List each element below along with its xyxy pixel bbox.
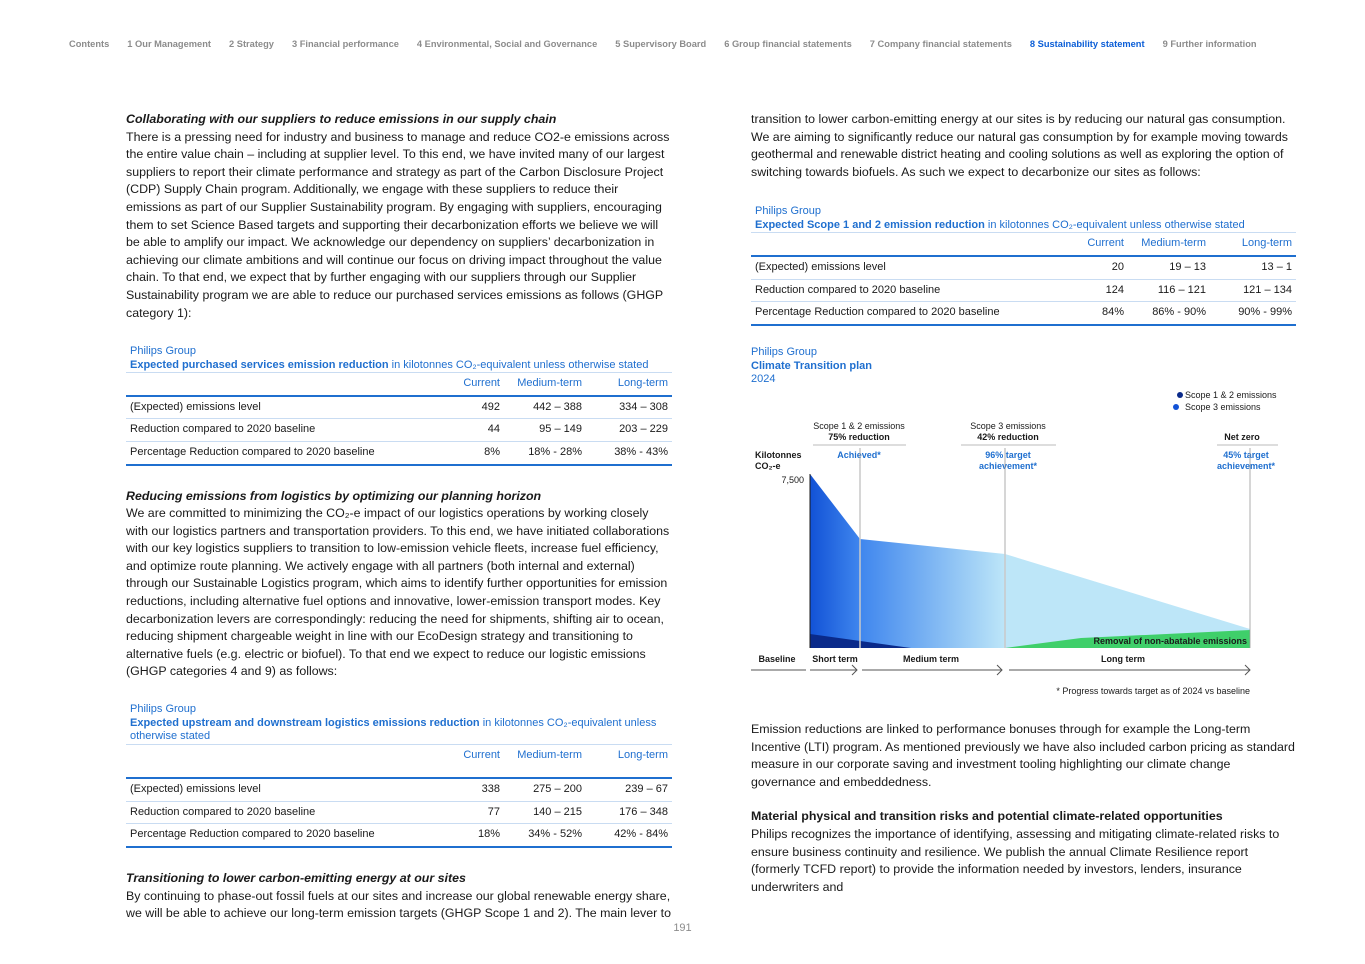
row-label: Reduction compared to 2020 baseline — [126, 419, 444, 442]
logistics-table-block — [126, 703, 672, 848]
nav-item[interactable]: 6 Group financial statements — [724, 39, 852, 49]
climate-transition-chart — [751, 346, 1296, 706]
nav-item[interactable]: 2 Strategy — [229, 39, 274, 49]
milestone-heading: Scope 3 emissions — [970, 421, 1046, 431]
column-header: Medium-term — [1128, 233, 1210, 256]
logistics-section-heading: Reducing emissions from logistics by optimizing our planning horizon — [126, 488, 542, 503]
removal-label: Removal of non-abatable emissions — [1093, 636, 1247, 646]
row-label: Reduction compared to 2020 baseline — [751, 279, 1068, 302]
column-header — [126, 373, 444, 396]
logistics-table — [126, 744, 672, 848]
y-axis-tick: 7,500 — [781, 475, 804, 485]
table-cell: 8% — [444, 441, 504, 464]
chart-footnote: * Progress towards target as of 2024 vs baseline — [1056, 686, 1250, 696]
table-cell: 203 – 229 — [586, 419, 672, 442]
row-label: (Expected) emissions level — [126, 396, 444, 419]
milestone-status: 45% target — [1223, 450, 1269, 460]
nav-item[interactable]: 9 Further information — [1162, 39, 1257, 49]
y-axis-label: Kilotonnes — [755, 450, 802, 460]
nav-item[interactable]: Contents — [69, 39, 110, 49]
nav-item[interactable]: 1 Our Management — [127, 39, 211, 49]
row-label: (Expected) emissions level — [126, 778, 444, 801]
row-label: Percentage Reduction compared to 2020 baseline — [751, 302, 1068, 325]
table-cell: 95 – 149 — [504, 419, 586, 442]
milestone-status-cont: achievement* — [1216, 461, 1276, 471]
column-header: Current — [1068, 233, 1128, 256]
table-cell: 20 — [1068, 256, 1128, 279]
table-cell: 492 — [444, 396, 504, 419]
table-cell: 90% - 99% — [1210, 302, 1296, 325]
table-row — [751, 279, 1296, 302]
chart-year: 2024 — [751, 373, 776, 385]
phase-label: Medium term — [902, 654, 960, 664]
risks-section-heading: Material physical and transition risks and potential climate-related opportunities — [751, 809, 1223, 824]
scope12-table-block — [751, 205, 1296, 325]
row-label: Reduction compared to 2020 baseline — [126, 801, 444, 824]
column-header: Medium-term — [504, 744, 586, 766]
column-header — [126, 744, 444, 766]
supplier-section-heading: Collaborating with our suppliers to reduce emissions in our supply chain — [126, 112, 557, 126]
row-label: (Expected) emissions level — [751, 256, 1068, 279]
energy-section-body: By continuing to phase-out fossil fuels at our sites and increase our global renewable energy share, we will be able to achieve our long-term emission targets (GHGP Scope 1 and 2). The main lever to — [126, 888, 671, 921]
left-column — [126, 111, 672, 923]
chart-org-label: Philips Group — [751, 346, 818, 358]
nav-item[interactable]: 8 Sustainability statement — [1029, 39, 1145, 49]
table-cell: 34% - 52% — [504, 824, 586, 847]
phase-label: Baseline — [758, 654, 796, 664]
table-cell: 121 – 134 — [1210, 279, 1296, 302]
phase-label: Short term — [812, 654, 858, 664]
table-cell: 124 — [1068, 279, 1128, 302]
chart-title: Climate Transition plan — [751, 359, 873, 372]
nav-item[interactable]: 7 Company financial statements — [869, 39, 1012, 49]
column-header: Long-term — [586, 744, 672, 766]
table-row — [751, 256, 1296, 279]
milestone-status: Achieved* — [837, 450, 881, 460]
phase-label: Long term — [1101, 654, 1145, 664]
table-cell: 18% — [444, 824, 504, 847]
table-cell: 239 – 67 — [586, 778, 672, 801]
scope12-table — [751, 232, 1296, 325]
area-medium-term — [860, 539, 1005, 648]
nav-item[interactable]: 5 Supervisory Board — [615, 39, 707, 49]
bonus-link-body: Emission reductions are linked to performance bonuses through for example the Long-term Incentive (LTI) program. As mentioned previously we have also included carbon pricing as standard measure in our corporate saving and investment tooling highlighting our climate change governance and embeddedness. — [751, 722, 1295, 789]
table-cell: 140 – 215 — [504, 801, 586, 824]
table-row — [126, 396, 672, 419]
table-row — [126, 778, 672, 801]
column-header: Long-term — [586, 373, 672, 396]
table-cell: 18% - 28% — [504, 441, 586, 464]
column-header — [751, 233, 1068, 256]
milestone-heading: Scope 1 & 2 emissions — [813, 421, 905, 431]
table-cell: 77 — [444, 801, 504, 824]
table-title: Expected purchased services emission reduction in kilotonnes CO₂-equivalent unless otherwise stated — [130, 358, 649, 371]
column-header: Medium-term — [504, 373, 586, 396]
table-cell: 38% - 43% — [586, 441, 672, 464]
table-title: Expected upstream and downstream logistics emissions reduction in kilotonnes CO₂-equivalent unless otherwise stated — [130, 716, 657, 743]
section-nav — [69, 39, 1305, 49]
table-cell: 338 — [444, 778, 504, 801]
table-org-label: Philips Group — [755, 205, 822, 218]
table-cell: 84% — [1068, 302, 1128, 325]
row-label: Percentage Reduction compared to 2020 baseline — [126, 441, 444, 464]
y-axis-unit: CO₂-e — [755, 461, 781, 471]
milestone-target: 42% reduction — [977, 432, 1039, 442]
chart-canvas — [751, 386, 1296, 706]
column-header: Current — [444, 744, 504, 766]
legend-label: Scope 1 & 2 emissions — [1185, 390, 1277, 400]
logistics-section-body: We are committed to minimizing the CO₂-e impact of our logistics operations by working closely with our logistics partners and transportation providers. To this end, we have initiated collaborations with our key logistics suppliers to transition to low-emission vehicle fleets, increase fuel efficiency, and optimize route planning. We actively engage with all partners (both internal and external) through our Sustainable Logistics program, which aims to identify further opportunities for emission reductions, including alternative fuel options and innovative, lower-emission transport modes. Key decarbonization levers are correspondingly: reducing the need for shipments, shifting air to ocean, reducing shipment chargeable weight in line with our EcoDesign strategy and transitioning to alternative fuels (e.g. electric or biofuel). To that end we expect to reduce our logistic emissions (GHGP categories 4 and 9) as follows: — [126, 506, 670, 679]
table-row — [751, 302, 1296, 325]
column-header: Long-term — [1210, 233, 1296, 256]
purchased-services-table — [126, 372, 672, 465]
milestone-target: Net zero — [1224, 432, 1260, 442]
table-title: Expected Scope 1 and 2 emission reduction in kilotonnes CO₂-equivalent unless otherwise stated — [755, 218, 1245, 231]
nav-item[interactable]: 4 Environmental, Social and Governance — [416, 39, 598, 49]
table-cell: 42% - 84% — [586, 824, 672, 847]
row-label: Percentage Reduction compared to 2020 baseline — [126, 824, 444, 847]
milestone-status: 96% target — [985, 450, 1031, 460]
table-row — [126, 801, 672, 824]
table-cell: 442 – 388 — [504, 396, 586, 419]
nav-item[interactable]: 3 Financial performance — [291, 39, 399, 49]
table-cell: 116 – 121 — [1128, 279, 1210, 302]
purchased-services-table-block — [126, 345, 672, 465]
milestone-target: 75% reduction — [828, 432, 890, 442]
table-row — [126, 441, 672, 464]
legend-dot-scope12 — [1177, 392, 1183, 398]
table-cell: 176 – 348 — [586, 801, 672, 824]
right-column-lower — [751, 721, 1296, 896]
legend-dot-scope3 — [1173, 404, 1179, 410]
column-header: Current — [444, 373, 504, 396]
legend-label: Scope 3 emissions — [1185, 402, 1261, 412]
table-row — [126, 824, 672, 847]
table-cell: 13 – 1 — [1210, 256, 1296, 279]
supplier-section-body: There is a pressing need for industry and business to manage and reduce CO2-e emissions across the entire value chain – including at supplier level. To this end, we have invited many of our largest suppliers to report their climate performance and strategy as part of the Carbon Disclosure Project (CDP) Supply Chain program. Additionally, we engage with these suppliers to reduce their emissions as part of our Supplier Sustainability program. By engaging with suppliers, encouraging them to set Science Based targets and supporting their decarbonization efforts we believe we will be able to amplify our impact. We acknowledge our dependency on suppliers’ decarbonization in achieving our climate ambitions and will continue our focus on driving impact throughout the value chain. To that end, we expect that by further engaging with our suppliers through our Supplier Sustainability program we are able to reduce our purchased services emissions as follows (GHGP category 1): — [126, 129, 670, 320]
table-cell: 334 – 308 — [586, 396, 672, 419]
table-org-label: Philips Group — [130, 703, 197, 716]
milestone-status-cont: achievement* — [978, 461, 1038, 471]
table-cell: 44 — [444, 419, 504, 442]
right-column — [751, 111, 1296, 326]
table-org-label: Philips Group — [130, 345, 197, 358]
risks-section-body: Philips recognizes the importance of identifying, assessing and mitigating climate-related risks to ensure business continuity and resilience. We publish the annual Climate Resilience report (formerly TCFD report) to provide the information needed by investors, lenders, insurance underwriters and — [751, 826, 1280, 894]
energy-section-continued: transition to lower carbon-emitting energy at our sites is by reducing our natural gas consumption. We are aiming to significantly reduce our natural gas consumption by for example moving towards geothermal and renewable district heating and cooling solutions as well as exploring the option of switching towards biofuels. As such we expect to decarbonize our sites as follows: — [751, 112, 1288, 179]
energy-section-heading: Transitioning to lower carbon-emitting energy at our sites — [126, 870, 466, 885]
table-cell: 275 – 200 — [504, 778, 586, 801]
area-short-term — [810, 474, 860, 648]
table-cell: 86% - 90% — [1128, 302, 1210, 325]
table-cell: 19 – 13 — [1128, 256, 1210, 279]
table-row — [126, 419, 672, 442]
page-number: 191 — [673, 922, 692, 934]
